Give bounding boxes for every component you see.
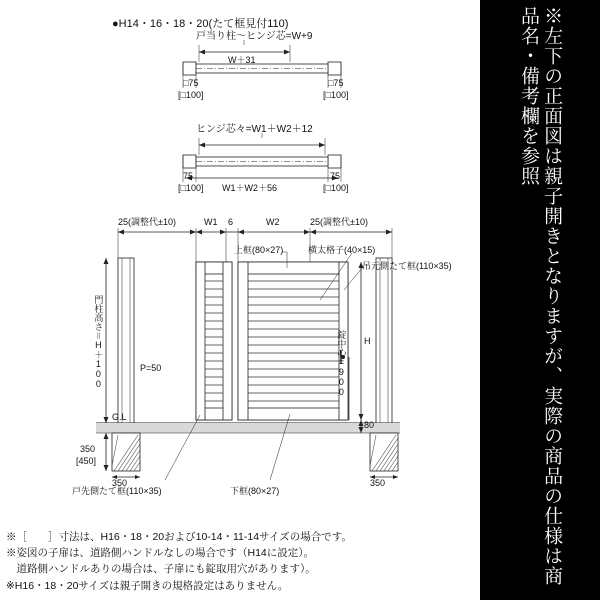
footnote-3: 道路側ハンドルありの場合は、子扉にも錠取用穴があります）。	[6, 563, 316, 576]
dim-left-adjust: 25(調整代±10)	[118, 217, 176, 227]
dim-right-75-top: □75	[328, 78, 344, 88]
dim-right-100-top: [□100]	[323, 90, 349, 100]
callout-lower-frame: 下框(80×27)	[230, 486, 280, 496]
dim-right-75-mid: 75	[330, 171, 341, 181]
label-hinge-center: ヒンジ芯々=W1＋W2＋12	[196, 124, 313, 135]
dim-w2: W2	[266, 217, 280, 227]
dim-left-75-top: □75	[183, 78, 199, 88]
label-pitch: P=50	[140, 363, 162, 373]
dim-w31: W＋31	[228, 55, 256, 65]
label-350-a: 350	[80, 444, 96, 454]
footnote-2: ※姿図の子扉は、道路側ハンドルなしの場合です（H14に設定）。	[6, 547, 315, 560]
dim-left-75-mid: 75	[183, 171, 194, 181]
footnotes	[6, 529, 476, 594]
footnote-4: ※H16・18・20サイズは親子開きの規格設定はありません。	[6, 579, 289, 592]
label-350-b: 350	[112, 478, 128, 488]
dim-right-100-mid: [□100]	[323, 183, 349, 193]
dim-right-adjust: 25(調整代±10)	[310, 217, 368, 227]
label-post-height: 門柱高さ＝H＋100	[93, 295, 104, 389]
label-door-stop-hinge: 戸当り柱～ヒンジ芯=W+9	[196, 31, 313, 42]
side-banner-text: ※左下の正面図は親子開きとなりますが、実際の商品の仕様は商品名・備考欄を参照	[518, 6, 563, 586]
callout-hinge-frame: 吊元側たて框(110×35)	[362, 261, 452, 271]
dim-left-100-top: [□100]	[178, 90, 204, 100]
callout-upper-frame: 上框(80×27)	[234, 245, 284, 255]
dim-6: 6	[228, 217, 234, 227]
label-80: 80	[364, 420, 375, 430]
footnote-1: ※［ ］寸法は、H16・18・20および10-14・11-14サイズの場合です。	[6, 530, 352, 543]
dim-w1: W1	[204, 217, 218, 227]
callout-latch-frame: 戸先側たて框(110×35)	[72, 486, 162, 496]
label-lock-center: 錠中心=900	[336, 330, 347, 397]
dim-total-w: W1＋W2＋56	[222, 183, 278, 193]
page-title: ●H14・16・18・20(たて框見付110)	[112, 18, 289, 30]
side-banner	[480, 0, 600, 600]
callout-lattice: 横太格子(40×15)	[308, 245, 376, 255]
label-gl: G.L	[112, 412, 127, 422]
label-350-c: 350	[370, 478, 386, 488]
label-450: [450]	[76, 456, 97, 466]
label-h: H	[364, 336, 371, 346]
dim-left-100-mid: [□100]	[178, 183, 204, 193]
